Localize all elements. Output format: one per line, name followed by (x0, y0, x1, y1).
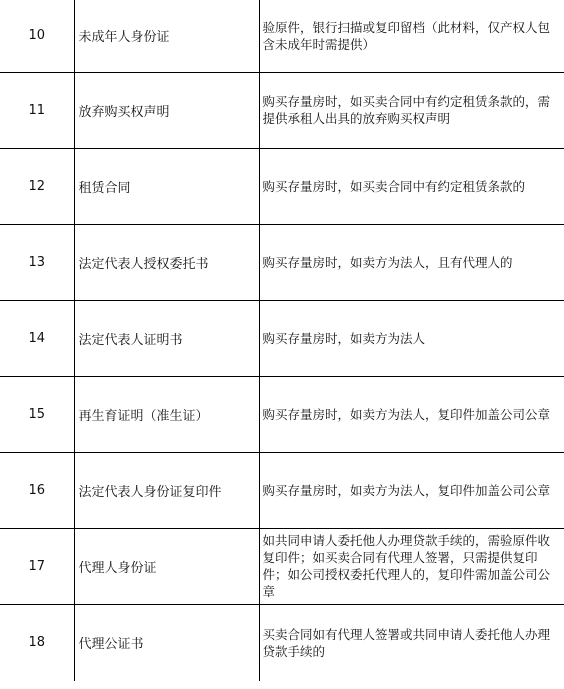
row-number: 16 (0, 452, 74, 528)
material-description: 购买存量房时，如卖方为法人，复印件加盖公司公章 (259, 376, 564, 452)
material-name: 放弃购买权声明 (74, 72, 259, 148)
row-number: 18 (0, 604, 74, 681)
row-number: 11 (0, 72, 74, 148)
table-row (0, 224, 564, 300)
material-name: 租赁合同 (74, 148, 259, 224)
material-description: 如共同申请人委托他人办理贷款手续的，需验原件收复印件；如买卖合同有代理人签署，只需提供复印件；如公司授权委托代理人的，复印件需加盖公司公章 (259, 528, 564, 604)
row-number: 14 (0, 300, 74, 376)
material-description: 购买存量房时，如卖方为法人 (259, 300, 564, 376)
material-name: 再生育证明（准生证） (74, 376, 259, 452)
table-row (0, 604, 564, 681)
table-row (0, 376, 564, 452)
row-number: 10 (0, 0, 74, 72)
table-row (0, 300, 564, 376)
table-row (0, 148, 564, 224)
material-name: 法定代表人证明书 (74, 300, 259, 376)
material-description: 验原件，银行扫描或复印留档（此材料，仅产权人包含未成年时需提供） (259, 0, 564, 72)
material-description: 买卖合同如有代理人签署或共同申请人委托他人办理贷款手续的 (259, 604, 564, 681)
table-row (0, 528, 564, 604)
row-number: 12 (0, 148, 74, 224)
row-number: 15 (0, 376, 74, 452)
material-name: 代理公证书 (74, 604, 259, 681)
material-description: 购买存量房时，如买卖合同中有约定租赁条款的，需提供承租人出具的放弃购买权声明 (259, 72, 564, 148)
material-description: 购买存量房时，如卖方为法人，复印件加盖公司公章 (259, 452, 564, 528)
material-description: 购买存量房时，如卖方为法人，且有代理人的 (259, 224, 564, 300)
table-row (0, 0, 564, 72)
table-row (0, 452, 564, 528)
material-name: 法定代表人授权委托书 (74, 224, 259, 300)
row-number: 13 (0, 224, 74, 300)
material-name: 未成年人身份证 (74, 0, 259, 72)
table-row (0, 72, 564, 148)
material-name: 代理人身份证 (74, 528, 259, 604)
row-number: 17 (0, 528, 74, 604)
material-description: 购买存量房时，如买卖合同中有约定租赁条款的 (259, 148, 564, 224)
material-name: 法定代表人身份证复印件 (74, 452, 259, 528)
